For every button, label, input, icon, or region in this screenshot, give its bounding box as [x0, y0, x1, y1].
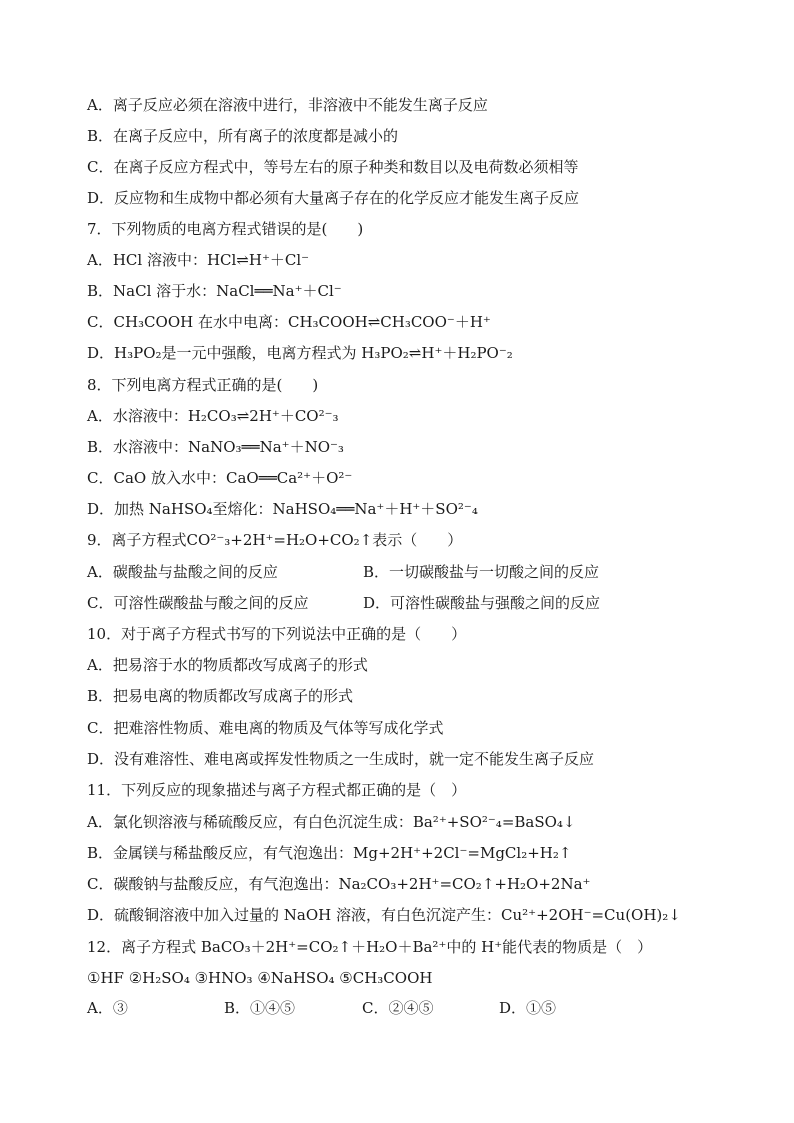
question-10-option-c: C．把难溶性物质、难电离的物质及气体等写成化学式	[87, 719, 444, 737]
question-8-option-a: A．水溶液中：H₂CO₃⇌2H⁺＋CO²⁻₃	[87, 407, 339, 425]
question-11-option-a: A．氯化钡溶液与稀硫酸反应，有白色沉淀生成：Ba²⁺+SO²⁻₄=BaSO₄↓	[87, 813, 576, 831]
question-8-stem: 8．下列电离方程式正确的是( )	[87, 376, 319, 394]
question-11-option-c: C．碳酸钠与盐酸反应，有气泡逸出：Na₂CO₃+2H⁺=CO₂↑+H₂O+2Na⁺	[87, 875, 591, 893]
question-12-option-a: A．③	[87, 999, 128, 1017]
question-8-option-c: C．CaO 放入水中：CaO══Ca²⁺＋O²⁻	[87, 469, 353, 487]
question-7-option-b: B．NaCl 溶于水：NaCl══Na⁺＋Cl⁻	[87, 282, 342, 300]
question-12-option-c: C．②④⑤	[362, 999, 434, 1017]
question-9-option-d: D．可溶性碳酸盐与强酸之间的反应	[363, 594, 601, 612]
question-9-option-b: B．一切碳酸盐与一切酸之间的反应	[363, 563, 600, 581]
question-11-option-b: B．金属镁与稀盐酸反应，有气泡逸出：Mg+2H⁺+2Cl⁻=MgCl₂+H₂↑	[87, 844, 572, 862]
question-6-option-a: A．离子反应必须在溶液中进行，非溶液中不能发生离子反应	[87, 96, 488, 114]
question-8-option-d: D．加热 NaHSO₄至熔化：NaHSO₄══Na⁺＋H⁺＋SO²⁻₄	[87, 500, 478, 518]
question-10-stem: 10．对于离子方程式书写的下列说法中正确的是（ ）	[87, 625, 467, 643]
question-7-option-d: D．H₃PO₂是一元中强酸，电离方程式为 H₃PO₂⇌H⁺＋H₂PO⁻₂	[87, 344, 513, 362]
question-11-stem: 11．下列反应的现象描述与离子方程式都正确的是（ ）	[87, 781, 467, 799]
question-12-substance-list: ①HF ②H₂SO₄ ③HNO₃ ④NaHSO₄ ⑤CH₃COOH	[87, 969, 433, 987]
question-12-option-b: B．①④⑤	[224, 999, 296, 1017]
question-7-option-a: A．HCl 溶液中：HCl⇌H⁺＋Cl⁻	[87, 251, 310, 269]
question-6-option-b: B．在离子反应中，所有离子的浓度都是减小的	[87, 127, 399, 145]
question-8-option-b: B．水溶液中：NaNO₃══Na⁺＋NO⁻₃	[87, 438, 344, 456]
question-10-option-d: D．没有难溶性、难电离或挥发性物质之一生成时，就一定不能发生离子反应	[87, 750, 595, 768]
question-12-stem: 12．离子方程式 BaCO₃＋2H⁺=CO₂↑＋H₂O＋Ba²⁺中的 H⁺能代表的物质是（ ）	[87, 938, 653, 956]
question-7-stem: 7．下列物质的电离方程式错误的是( )	[87, 220, 364, 238]
question-9-option-c: C．可溶性碳酸盐与酸之间的反应	[87, 594, 309, 612]
question-9-option-a: A．碳酸盐与盐酸之间的反应	[87, 563, 278, 581]
question-10-option-b: B．把易电离的物质都改写成离子的形式	[87, 687, 354, 705]
question-10-option-a: A．把易溶于水的物质都改写成离子的形式	[87, 656, 368, 674]
question-11-option-d: D．硫酸铜溶液中加入过量的 NaOH 溶液，有白色沉淀产生：Cu²⁺+2OH⁻=Cu(OH)₂↓	[87, 906, 681, 924]
question-6-option-d: D．反应物和生成物中都必须有大量离子存在的化学反应才能发生离子反应	[87, 189, 580, 207]
question-9-stem: 9．离子方程式CO²⁻₃+2H⁺=H₂O+CO₂↑表示（ ）	[87, 531, 463, 549]
question-7-option-c: C．CH₃COOH 在水中电离：CH₃COOH⇌CH₃COO⁻＋H⁺	[87, 313, 491, 331]
question-6-option-c: C．在离子反应方程式中，等号左右的原子种类和数目以及电荷数必须相等	[87, 158, 579, 176]
question-12-option-d: D．①⑤	[499, 999, 557, 1017]
